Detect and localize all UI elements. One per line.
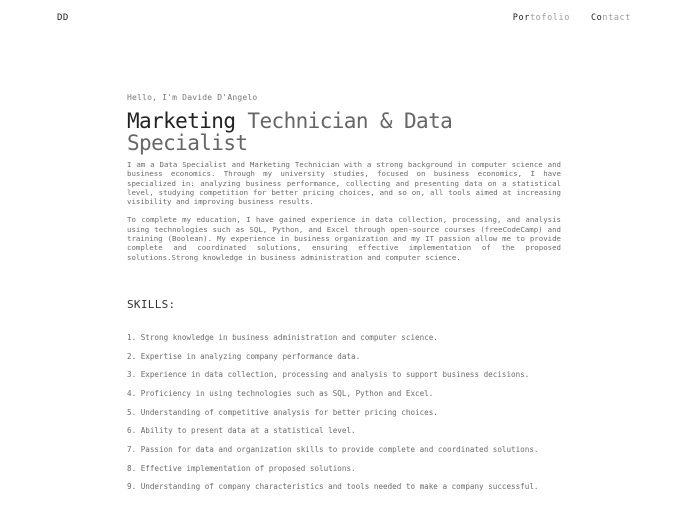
skill-item: 6. Ability to present data at a statistical level. bbox=[127, 426, 356, 436]
skill-item: 7. Passion for data and organization skills to provide complete and coordinated solutions. bbox=[127, 445, 539, 455]
nav-link-portfolio[interactable] bbox=[513, 13, 570, 23]
skills-heading: SKILLS: bbox=[127, 297, 176, 311]
skill-item: 3. Experience in data collection, processing and analysis to support business decisions. bbox=[127, 370, 530, 380]
skill-item: 2. Expertise in analyzing company performance data. bbox=[127, 351, 361, 361]
skills-list bbox=[127, 333, 561, 492]
skill-item: 5. Understanding of competitive analysis for better pricing choices. bbox=[127, 407, 438, 417]
nav-link-contact-rest: ntact bbox=[602, 13, 631, 23]
main-content bbox=[127, 93, 561, 501]
nav-link-portfolio-prefix: Por bbox=[512, 13, 530, 23]
site-logo[interactable]: DD bbox=[57, 13, 69, 23]
skill-item: 1. Strong knowledge in business administration and computer science. bbox=[127, 332, 438, 342]
title-part-1: Marketing bbox=[127, 109, 236, 133]
title-part-2: Technician & Data Specialist bbox=[127, 109, 453, 155]
top-nav bbox=[513, 13, 631, 23]
intro-paragraph-2: To complete my education, I have gained experience in data collection, processing, and analysis using technologies such as SQL, Python, and Excel through open-source courses (freeCodeCamp) and training (Boolean). My experience in business organization and my IT passion allow me to provide complete and coordinated solutions, ensuring effective implementation of the proposed solutions.Strong knowledge in business administration and computer science. bbox=[127, 215, 561, 262]
skill-item: 9. Understanding of company characteristics and tools needed to make a company successful. bbox=[127, 482, 539, 492]
nav-link-portfolio-rest: tofolio bbox=[529, 13, 570, 23]
skill-item: 8. Effective implementation of proposed solutions. bbox=[127, 463, 356, 473]
intro-paragraph-1: I am a Data Specialist and Marketing Technician with a strong background in computer science and business economics. Through my university studies, focused on business economics, I have specialized in: analyzing business performance, collecting and presenting data on a statistical level, studying competition for better pricing choices, and so on, all tools aimed at increasing visibility and improving business results. bbox=[127, 160, 561, 207]
nav-link-contact-prefix: Co bbox=[590, 13, 603, 23]
skill-item: 4. Proficiency in using technologies such as SQL, Python and Excel. bbox=[127, 389, 434, 399]
page-title bbox=[127, 110, 561, 154]
greeting-text: Hello, I'm Davide D'Angelo bbox=[127, 93, 258, 102]
nav-link-contact[interactable] bbox=[591, 13, 631, 23]
